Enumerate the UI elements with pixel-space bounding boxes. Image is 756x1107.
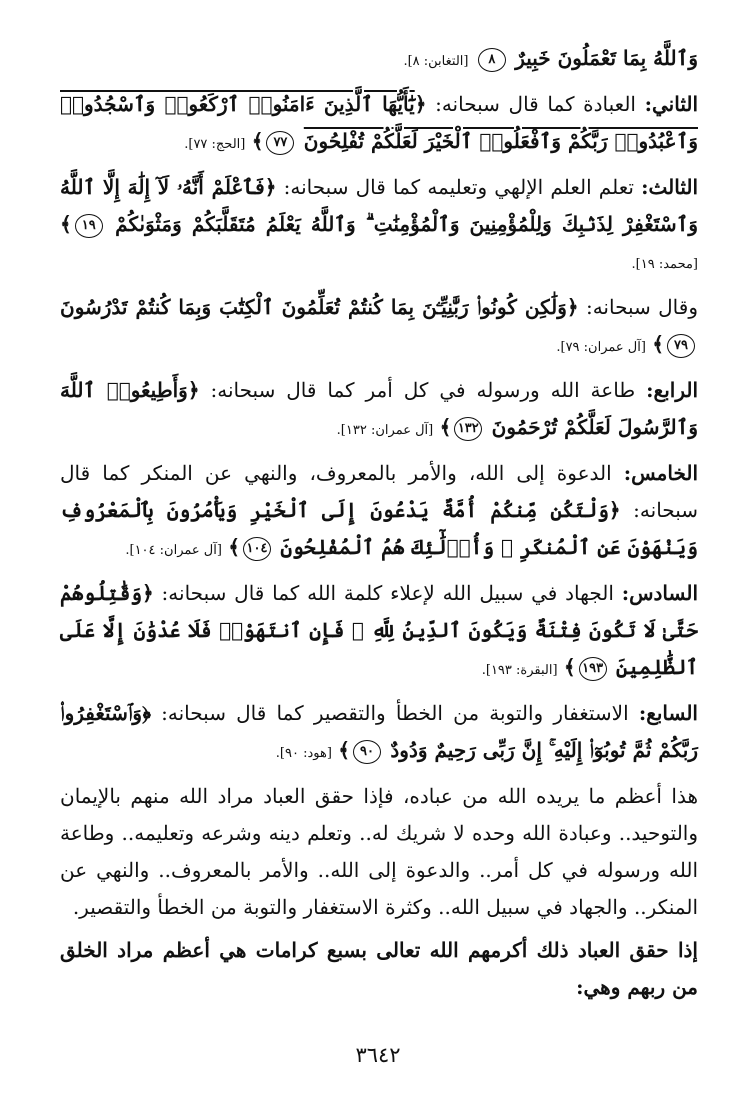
verse-reference: [محمد: ١٩]. [631, 257, 698, 272]
verse-reference: [الحج: ٧٧]. [184, 137, 246, 152]
item-label: الثالث: [641, 175, 699, 199]
item-paragraph-2 [60, 86, 698, 163]
ayah-number-ornament: ٧٧ [266, 131, 294, 155]
item-label: الخامس: [623, 461, 698, 485]
verse-reference: [آل عمران: ٧٩]. [556, 340, 646, 355]
verse-reference: [آل عمران: ١٠٤]. [125, 543, 222, 558]
quran-verse: وَقَٰتِلُوهُمْ حَتَّىٰ لَا تَكُونَ فِتْنَةٌ وَيَكُونَ ٱلدِّينُ لِلَّهِ ۖ فَإِنِ ٱنتَهَوْا۟ فَلَا عُدْوَٰنَ إِلَّا عَلَى ٱلظَّٰلِمِينَ [60, 581, 698, 679]
quran-open-bracket: ﴿ [264, 175, 277, 199]
item-paragraph-5 [60, 455, 698, 569]
item-paragraph-4 [60, 372, 698, 449]
verse-tail-paragraph [60, 40, 698, 80]
verse-reference: [التغابن: ٨]. [403, 54, 469, 69]
item-text: وقال سبحانه: [585, 295, 698, 319]
ayah-number-ornament: ١٩ [75, 214, 103, 238]
quran-open-bracket: ﴿ [566, 295, 579, 319]
item-text: الاستغفار والتوبة من الخطأ والتقصير كما قال سبحانه: [161, 701, 629, 725]
quran-verse: وَلْتَكُن مِّنكُمْ أُمَّةٌ يَدْعُونَ إِلَى ٱلْخَيْرِ وَيَأْمُرُونَ بِٱلْمَعْرُوفِ وَيَنْهَوْنَ عَنِ ٱلْمُنكَرِ ۚ وَأُو۟لَٰٓئِكَ هُمُ ٱلْمُفْلِحُونَ [60, 498, 698, 559]
item-text: طاعة الله ورسوله في كل أمر كما قال سبحانه: [210, 378, 636, 402]
quran-close-bracket: ﴾ [251, 129, 264, 153]
item-text: الجهاد في سبيل الله لإعلاء كلمة الله كما قال سبحانه: [161, 581, 614, 605]
quran-open-bracket: ﴿ [142, 581, 154, 605]
verse-reference: [آل عمران: ١٣٢]. [336, 423, 434, 438]
ayah-number-ornament: ١٣٢ [454, 417, 482, 441]
quran-close-bracket: ﴾ [60, 212, 72, 236]
item-label: الثاني: [644, 92, 699, 116]
quran-open-bracket: ﴿ [142, 701, 151, 725]
quran-verse: يَٰٓأَيُّهَا ٱلَّذِينَ ءَامَنُوا۟ ٱرْكَعُوا۟ وَٱسْجُدُوا۟ وَٱعْبُدُوا۟ رَبَّكُمْ وَٱفْعَلُوا۟ ٱلْخَيْرَ لَعَلَّكُمْ تُفْلِحُونَ [60, 92, 698, 153]
page-number: ٣٦٤٢ [355, 1043, 401, 1067]
item-text: الدعوة إلى الله، والأمر بالمعروف، والنهي عن المنكر كما قال سبحانه: [60, 461, 698, 522]
quran-close-bracket: ﴾ [228, 535, 240, 559]
verse-reference: [هود: ٩٠]. [275, 746, 332, 761]
quran-close-bracket: ﴾ [652, 332, 664, 356]
conclusion-paragraph: إذا حقق العباد ذلك أكرمهم الله تعالى بسبع كرامات هي أعظم مراد الخلق من ربهم وهي: [60, 938, 698, 999]
ayah-number-ornament: ١٩٣ [579, 657, 607, 681]
ayah-number-ornament: ٨ [478, 48, 506, 72]
item-paragraph-7 [60, 695, 698, 772]
quran-verse: فَٱعْلَمْ أَنَّهُۥ لَآ إِلَٰهَ إِلَّا ٱللَّهُ وَٱسْتَغْفِرْ لِذَنۢبِكَ وَلِلْمُؤْمِنِينَ وَٱلْمُؤْمِنَٰتِ ۗ وَٱللَّهُ يَعْلَمُ مُتَقَلَّبَكُمْ وَمَثْوَىٰكُمْ [60, 175, 699, 236]
verse-reference: [البقرة: ١٩٣]. [481, 663, 558, 678]
quran-verse: وَٱسْتَغْفِرُوا۟ رَبَّكُمْ ثُمَّ تُوبُوٓا۟ إِلَيْهِ ۚ إِنَّ رَبِّى رَحِيمٌ وَدُودٌ [60, 701, 698, 762]
item-paragraph-3 [60, 169, 698, 283]
quran-verse: وَأَطِيعُوا۟ ٱللَّهَ وَٱلرَّسُولَ لَعَلَّكُمْ تُرْحَمُونَ [60, 378, 698, 439]
item-text: تعلم العلم الإلهي وتعليمه كما قال سبحانه: [283, 175, 634, 199]
ayah-number-ornament: ٧٩ [667, 334, 695, 358]
ayah-number-ornament: ١٠٤ [243, 537, 271, 561]
quran-verse: وَلَٰكِن كُونُوا۟ رَبَّٰنِيِّـۧنَ بِمَا كُنتُمْ تُعَلِّمُونَ ٱلْكِتَٰبَ وَبِمَا كُنتُمْ تَدْرُسُونَ [60, 295, 567, 319]
quran-close-bracket: ﴾ [563, 655, 576, 679]
item-label: السابع: [638, 701, 698, 725]
item-paragraph-6 [60, 575, 698, 689]
quran-open-bracket: ﴿ [187, 378, 200, 402]
item-paragraph-3b [60, 289, 698, 366]
item-label: الرابع: [646, 378, 699, 402]
item-label: السادس: [621, 581, 699, 605]
quran-close-bracket: ﴾ [439, 415, 452, 439]
quran-open-bracket: ﴿ [608, 498, 621, 522]
quran-close-bracket: ﴾ [338, 738, 351, 762]
quran-open-bracket: ﴿ [414, 92, 427, 116]
summary-paragraph: هذا أعظم ما يريده الله من عباده، فإذا حقق العباد مراد الله منهم بالإيمان والتوحيد.. وعبادة الله وحده لا شريك له.. وتعلم دينه وشرعه وتعليمه.. وطاعة الله ورسوله في كل أمر.. والدعوة إلى الله.. والأمر بالمعروف.. والنهي عن المنكر.. والجهاد في سبيل الله.. وكثرة الاستغفار والتوبة من الخطأ والتقصير. [60, 784, 698, 919]
item-text: العبادة كما قال سبحانه: [435, 92, 636, 116]
quran-verse: وَٱللَّهُ بِمَا تَعْمَلُونَ خَبِيرٌ [515, 46, 698, 70]
ayah-number-ornament: ٩٠ [353, 740, 381, 764]
